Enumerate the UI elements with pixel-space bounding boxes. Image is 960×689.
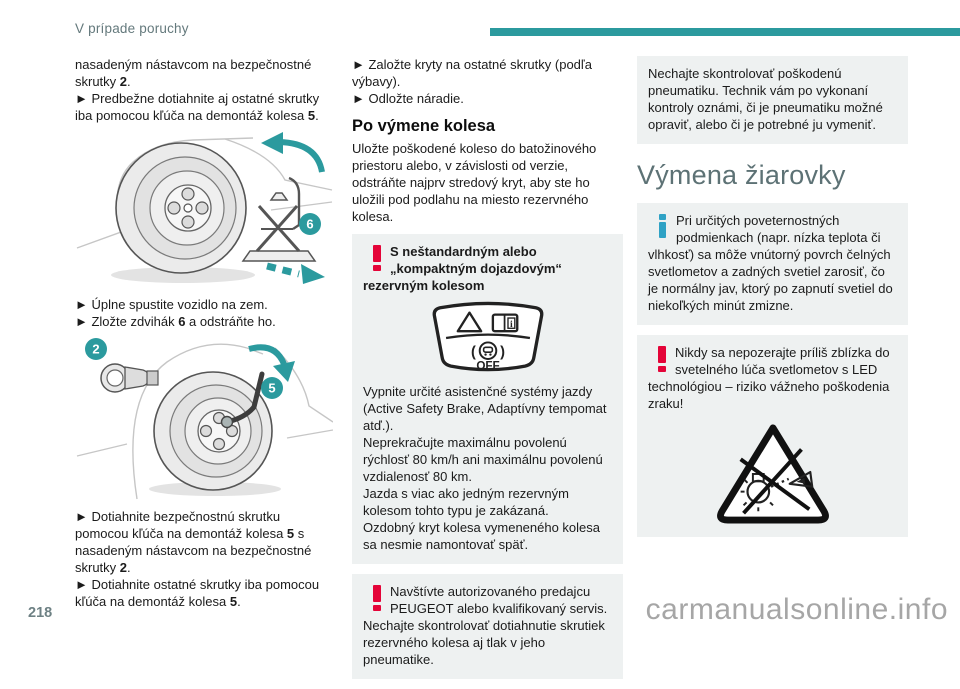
column-3 — [637, 56, 908, 547]
svg-text:5: 5 — [268, 380, 276, 396]
lower-jack-arrow-icon — [261, 132, 322, 172]
led-beam-warning-triangle-icon — [714, 422, 832, 524]
svg-text:2: 2 — [92, 341, 100, 357]
bullet-step: ► Úplne spustite vozidlo na zem. — [75, 297, 268, 312]
section-heading: Po výmene kolesa — [352, 117, 496, 135]
info-note-condensation — [637, 203, 908, 325]
wheel-wrench-figure — [75, 334, 333, 505]
chapter-heading: Výmena žiarovky — [637, 160, 846, 190]
adapter-number-badge — [85, 338, 107, 360]
warning-exclamation-icon — [648, 344, 675, 375]
svg-text:): ) — [499, 344, 505, 361]
svg-text:(: ( — [470, 344, 476, 361]
warning-title: S neštandardným alebo „kompaktným dojazdovým“ rezervným kolesom — [363, 244, 562, 293]
bullet-step: ► Založte kryty na ostatné skrutky (podľa výbavy). — [352, 57, 592, 89]
warning-note-service — [352, 574, 623, 679]
column-2 — [352, 56, 623, 689]
bullet-step: ► Dotiahnite bezpečnostnú skrutku pomocou kľúča na demontáž kolesa 5 s nasadeným nástavcom na bezpečnostné skrutky 2. — [75, 509, 312, 575]
wheel-jack-figure — [75, 128, 333, 293]
warning-text: Neprekračujte maximálnu povolenú rýchlosť 80 km/h ani maximálnu povolenú vzdialenosť 80 km. — [363, 435, 603, 484]
paragraph: nasadeným nástavcom na bezpečnostné skrutky 2. — [75, 57, 312, 89]
warning-note-spare-wheel — [352, 234, 623, 564]
watermark: carmanualsonline.info — [645, 593, 948, 626]
warning-text: Ozdobný kryt kolesa vymeneného kolesa sa nesmie namontovať späť. — [363, 520, 601, 552]
jack-number-badge — [299, 213, 321, 235]
wheel-icon — [154, 372, 272, 490]
wrench-number-badge — [261, 377, 283, 399]
bullet-step: ► Zložte zdvihák 6 a odstráňte ho. — [75, 314, 276, 329]
wheel-icon — [116, 143, 246, 273]
warning-note-led — [637, 335, 908, 537]
warning-text: Navštívte autorizovaného predajcu PEUGEOT alebo kvalifikovaný servis. Nechajte skontrolovať dotiahnutie skrutiek rezervného kolesa aj tlak v jeho pneumatike. — [363, 584, 608, 667]
warning-exclamation-icon — [363, 583, 390, 614]
info-icon — [648, 212, 676, 245]
paragraph: Uložte poškodené koleso do batožinového priestoru alebo, v závislosti od verzie, odstráňte najprv stredový kryt, aby ste ho uložili pod podlahu na miesto rezervného kolesa. — [352, 141, 597, 224]
bullet-step: ► Dotiahnite ostatné skrutky iba pomocou kľúča na demontáž kolesa 5. — [75, 577, 320, 609]
tighten-arrow-icon — [249, 347, 295, 382]
remove-jack-arrow-icon — [267, 264, 325, 284]
bullet-step: ► Predbežne dotiahnite aj ostatné skrutky iba pomocou kľúča na demontáž kolesa 5. — [75, 91, 320, 123]
svg-text:i: i — [509, 318, 513, 330]
note-text: Nechajte skontrolovať poškodenú pneumatiku. Technik vám po vykonaní kontroly oznámi, či je pneumatiku možné opraviť, alebo či je potrebné ju vymeniť. — [648, 66, 883, 132]
security-bolt-adapter-icon — [101, 364, 158, 392]
note-tyre-check — [637, 56, 908, 144]
info-text: Pri určitých poveternostných podmienkach (napr. nízka teplota či vlhkosť) sa môže vnútorný povrch čelných svetlometov a zadných svetiel zarosiť, čo je normálny jav, ktorý po zapnutí svetiel do niekoľkých minút zmizne. — [648, 213, 893, 313]
svg-text:OFF: OFF — [475, 359, 500, 373]
warning-text: Jazda s viac ako jedným rezervným kolesom tohto typu je zakázaná. — [363, 486, 569, 518]
bullet-step: ► Odložte náradie. — [352, 91, 464, 106]
running-header: V prípade poruchy — [75, 21, 189, 36]
column-1 — [75, 56, 333, 610]
page-number: 218 — [28, 605, 53, 621]
warning-text: Vypnite určité asistenčné systémy jazdy (Active Safety Brake, Adaptívny tempomat atď.). — [363, 384, 607, 433]
warning-text: Nikdy sa nepozerajte príliš zblízka do svetelného lúča svetlometov s LED technológiou – riziko vážneho poškodenia zraku! — [648, 345, 890, 411]
warning-exclamation-icon — [363, 243, 390, 274]
driving-aids-off-pictogram — [424, 300, 552, 378]
header-accent-bar — [490, 28, 960, 36]
svg-text:6: 6 — [306, 216, 314, 232]
